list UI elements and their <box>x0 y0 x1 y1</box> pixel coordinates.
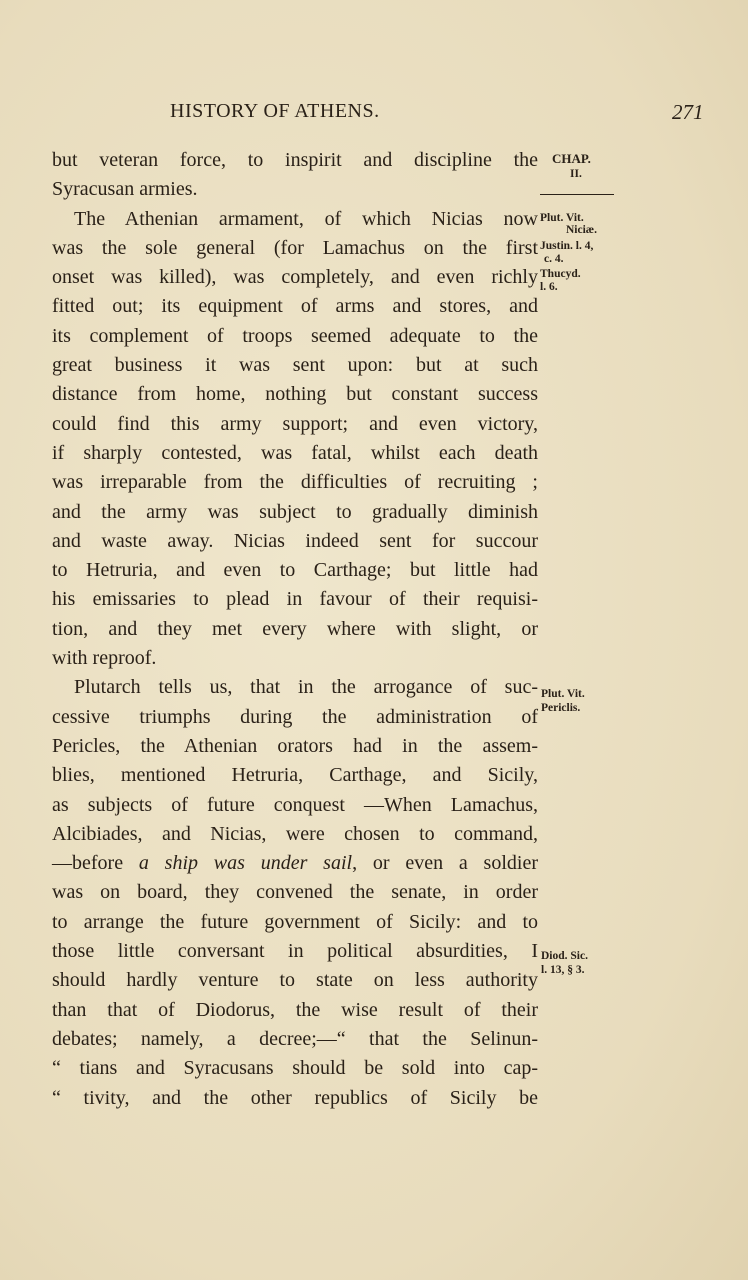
italic-phrase: a ship was under sail <box>138 852 353 875</box>
text-line: The Athenian armament, of which Nicias now <box>74 207 538 230</box>
text-segment: , or even a soldier <box>352 852 538 875</box>
chap-heading: CHAP. <box>552 151 591 166</box>
marginal-citation: Periclis. <box>541 702 581 714</box>
text-line: Alcibiades, and Nicias, were chosen to command, <box>52 822 538 845</box>
text-line: should hardly venture to state on less authority <box>52 969 538 992</box>
marginal-citation: c. 4. <box>544 253 564 265</box>
text-line: could find this army support; and even victory, <box>52 412 538 435</box>
text-line: his emissaries to plead in favour of their requisi- <box>52 588 538 611</box>
text-line: those little conversant in political absurdities, I <box>52 940 538 963</box>
text-line: was irreparable from the difficulties of recruiting ; <box>52 471 538 494</box>
text-line: with reproof. <box>52 647 157 670</box>
body-text <box>52 146 538 1113</box>
text-line: fitted out; its equipment of arms and stores, and <box>52 295 538 318</box>
chap-number: II. <box>570 168 582 180</box>
text-line: was on board, they convened the senate, in order <box>52 881 538 904</box>
marginal-citation: Justin. l. 4, <box>540 240 594 252</box>
text-line: to arrange the future government of Sicily: and to <box>52 910 538 933</box>
text-line: than that of Diodorus, the wise result of their <box>52 998 538 1021</box>
text-line: debates; namely, a decree;—“ that the Selinun- <box>52 1027 538 1050</box>
text-line: and waste away. Nicias indeed sent for succour <box>52 529 538 552</box>
text-line: cessive triumphs during the administration of <box>52 705 538 728</box>
text-line: great business it was sent upon: but at such <box>52 354 538 377</box>
chap-rule <box>540 194 614 195</box>
text-line: Syracusan armies. <box>52 178 198 201</box>
marginal-citation: l. 6. <box>540 281 558 293</box>
text-line: and the army was subject to gradually diminish <box>52 500 538 523</box>
running-head: HISTORY OF ATHENS. <box>170 100 380 122</box>
text-line: if sharply contested, was fatal, whilst each death <box>52 441 538 464</box>
text-line: was the sole general (for Lamachus on the first <box>52 236 538 259</box>
text-line: onset was killed), was completely, and even richly <box>52 266 538 289</box>
text-line: but veteran force, to inspirit and discipline the <box>52 149 538 171</box>
text-line: “ tivity, and the other republics of Sicily be <box>52 1086 538 1109</box>
text-line: blies, mentioned Hetruria, Carthage, and Sicily, <box>52 764 538 787</box>
marginal-citation: Thucyd. <box>540 268 581 280</box>
marginal-citation: Plut. Vit. <box>540 212 584 224</box>
text-segment: —before <box>52 852 139 875</box>
text-line: to Hetruria, and even to Carthage; but little had <box>52 559 538 582</box>
marginal-citation: Diod. Sic. <box>541 950 588 962</box>
page-number: 271 <box>672 100 704 124</box>
marginal-citation: Niciæ. <box>566 224 597 236</box>
text-line <box>52 849 538 878</box>
text-line: distance from home, nothing but constant success <box>52 383 538 406</box>
text-line: its complement of troops seemed adequate to the <box>52 324 538 347</box>
text-line: as subjects of future conquest —When Lamachus, <box>52 793 538 816</box>
marginal-citation: l. 13, § 3. <box>541 964 585 976</box>
marginal-citation: Plut. Vit. <box>541 688 585 700</box>
text-line: Plutarch tells us, that in the arrogance of suc- <box>74 676 538 699</box>
text-line: tion, and they met every where with slight, or <box>52 617 538 640</box>
text-line: “ tians and Syracusans should be sold into cap- <box>52 1057 538 1080</box>
text-line: Pericles, the Athenian orators had in the assem- <box>52 734 538 757</box>
